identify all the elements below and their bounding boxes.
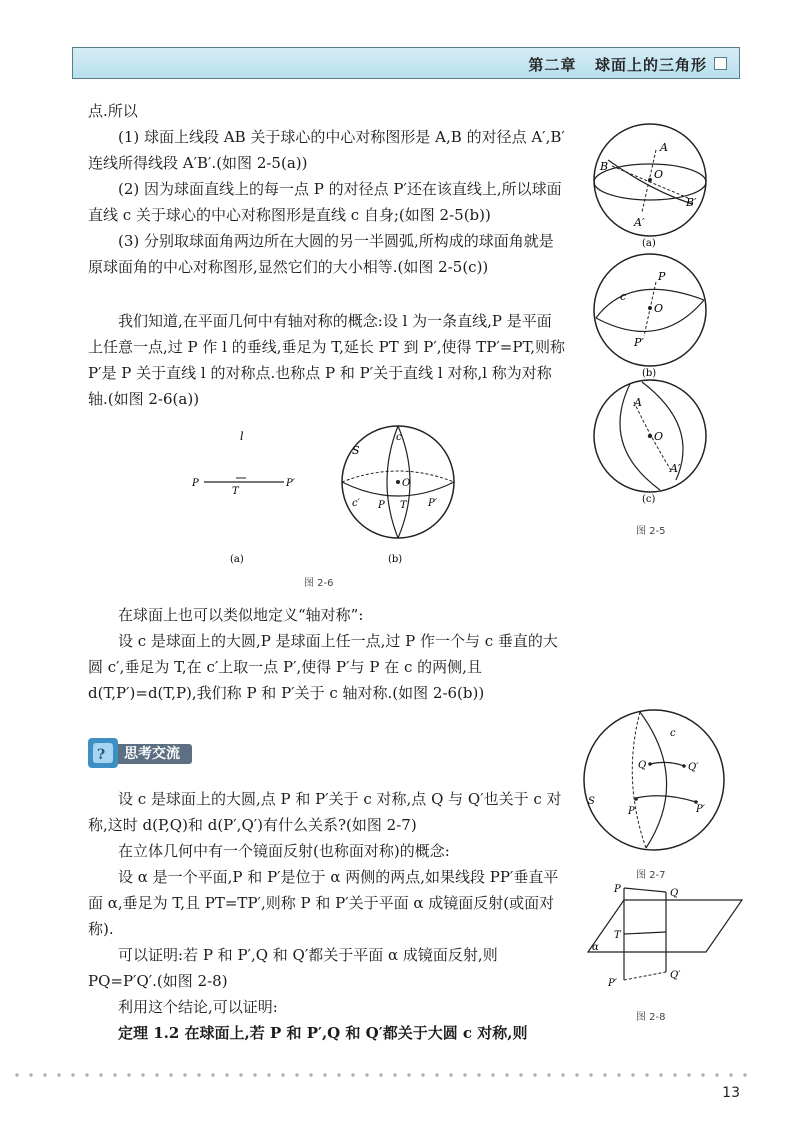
paragraph: 在球面上也可以类似地定义“轴对称”: bbox=[118, 606, 364, 624]
theorem-statement: 定理 1.2 在球面上,若 P 和 P′,Q 和 Q′都关于大圆 c 对称,则 bbox=[118, 1024, 528, 1042]
subfigure-label: (c) bbox=[642, 494, 656, 505]
label-Q: Q bbox=[670, 888, 679, 899]
figure-2-8 bbox=[584, 880, 744, 990]
label-c: c bbox=[396, 432, 402, 443]
label-A: A bbox=[660, 141, 668, 154]
label-l: l bbox=[240, 430, 244, 443]
subfigure-label: (a) bbox=[642, 238, 656, 248]
footer-dotted-rule bbox=[10, 1072, 750, 1078]
label-Q-prime: Q′ bbox=[670, 970, 681, 981]
label-O: O bbox=[654, 430, 664, 443]
chapter-header bbox=[72, 47, 740, 79]
page-number: 13 bbox=[722, 1085, 740, 1101]
label-P: P bbox=[658, 270, 666, 283]
label-T: T bbox=[614, 930, 621, 941]
paragraph: 点.所以 bbox=[88, 102, 138, 120]
label-S: S bbox=[588, 796, 595, 807]
label-O: O bbox=[654, 168, 664, 181]
label-P-prime: P′ bbox=[608, 978, 617, 989]
label-T: T bbox=[232, 486, 239, 497]
label-P: P bbox=[192, 478, 199, 489]
label-alpha: α bbox=[592, 942, 599, 953]
label-B: B bbox=[600, 160, 609, 173]
paragraph: 设 α 是一个平面,P 和 P′是位于 α 两侧的两点,如果线段 PP′垂直平面 α,垂足为 T,且 PT=TP′,则称 P 和 P′关于平面 α 成镜面反射(或面对称). bbox=[88, 868, 559, 938]
figure-2-5a bbox=[590, 120, 710, 248]
label-Q-prime: Q′ bbox=[688, 762, 699, 773]
paragraph: (1) 球面上线段 AB 关于球心的中心对称图形是 A,B 的对径点 A′,B′连线所得线段 A′B′.(如图 2-5(a)) bbox=[88, 128, 565, 172]
svg-text:?: ? bbox=[97, 747, 106, 763]
paragraph: 设 c 是球面上的大圆,P 是球面上任一点,过 P 作一个与 c 垂直的大圆 c′,垂足为 T,在 c′上取一点 P′,使得 P′与 P 在 c 的两侧,且 d(T,P′)=d(T,P),我们称 P 和 P′关于 c 轴对称.(如图 2-6(b)) bbox=[88, 632, 558, 702]
label-O: O bbox=[402, 478, 411, 489]
paragraph: (3) 分别取球面角两边所在大圆的另一半圆弧,所构成的球面角就是原球面角的中心对称图形,显然它们的大小相等.(如图 2-5(c)) bbox=[88, 232, 554, 276]
label-c: c bbox=[620, 290, 627, 303]
figure-2-6b bbox=[338, 420, 468, 566]
figure-caption: 图 2-8 bbox=[636, 1012, 666, 1023]
subfigure-label: (b) bbox=[642, 368, 657, 379]
paragraph: 可以证明:若 P 和 P′,Q 和 Q′都关于平面 α 成镜面反射,则 PQ=P′Q′.(如图 2-8) bbox=[88, 946, 498, 990]
figure-caption: 图 2-7 bbox=[636, 870, 666, 881]
label-P-prime: P′ bbox=[286, 478, 295, 489]
label-P-prime: P′ bbox=[428, 498, 437, 509]
label-A-prime: A′ bbox=[670, 462, 681, 475]
figure-2-5b bbox=[590, 252, 710, 380]
subfigure-label: (b) bbox=[388, 554, 403, 565]
label-A-prime: A′ bbox=[634, 216, 645, 229]
label-P: P bbox=[628, 806, 635, 817]
label-P: P bbox=[378, 500, 385, 511]
label-c-prime: c′ bbox=[352, 498, 360, 509]
label-B-prime: B′ bbox=[686, 196, 697, 209]
label-P-prime: P′ bbox=[634, 336, 644, 349]
paragraph: (2) 因为球面直线上的每一点 P 的对径点 P′还在该直线上,所以球面直线 c 关于球心的中心对称图形是直线 c 自身;(如图 2-5(b)) bbox=[88, 180, 562, 224]
figure-caption: 图 2-5 bbox=[636, 526, 666, 537]
label-Q: Q bbox=[638, 760, 647, 771]
think-discuss-label: 思考交流 bbox=[124, 746, 180, 762]
label-O: O bbox=[654, 302, 664, 315]
paragraph: 我们知道,在平面几何中有轴对称的概念:设 l 为一条直线,P 是平面上任意一点,过 P 作 l 的垂线,垂足为 T,延长 PT 到 P′,使得 TP′=PT,则称 P′是 P 关于直线 l 的对称点.也称点 P 和 P′关于直线 l 对称,l 称为对称轴.(如图 2-6(a)) bbox=[88, 312, 566, 408]
paragraph: 在立体几何中有一个镜面反射(也称面对称)的概念: bbox=[118, 842, 450, 860]
chapter-title: 第二章 球面上的三角形 bbox=[528, 56, 707, 74]
label-P-prime: P′ bbox=[696, 804, 705, 815]
paragraph: 设 c 是球面上的大圆,点 P 和 P′关于 c 对称,点 Q 与 Q′也关于 c 对称,这时 d(P,Q)和 d(P′,Q′)有什么关系?(如图 2-7) bbox=[88, 790, 562, 834]
paragraph: 利用这个结论,可以证明: bbox=[118, 998, 278, 1016]
label-c: c bbox=[670, 728, 676, 739]
think-discuss-badge bbox=[88, 738, 194, 768]
figure-caption: 图 2-6 bbox=[304, 578, 334, 589]
label-S: S bbox=[352, 444, 360, 457]
figure-2-7 bbox=[580, 706, 730, 856]
figure-2-5c bbox=[590, 376, 710, 506]
figure-2-6a bbox=[188, 428, 308, 566]
label-P: P bbox=[614, 884, 621, 895]
subfigure-label: (a) bbox=[230, 554, 244, 565]
header-square-decoration bbox=[714, 57, 727, 70]
label-T: T bbox=[400, 500, 407, 511]
label-A: A bbox=[634, 396, 642, 409]
